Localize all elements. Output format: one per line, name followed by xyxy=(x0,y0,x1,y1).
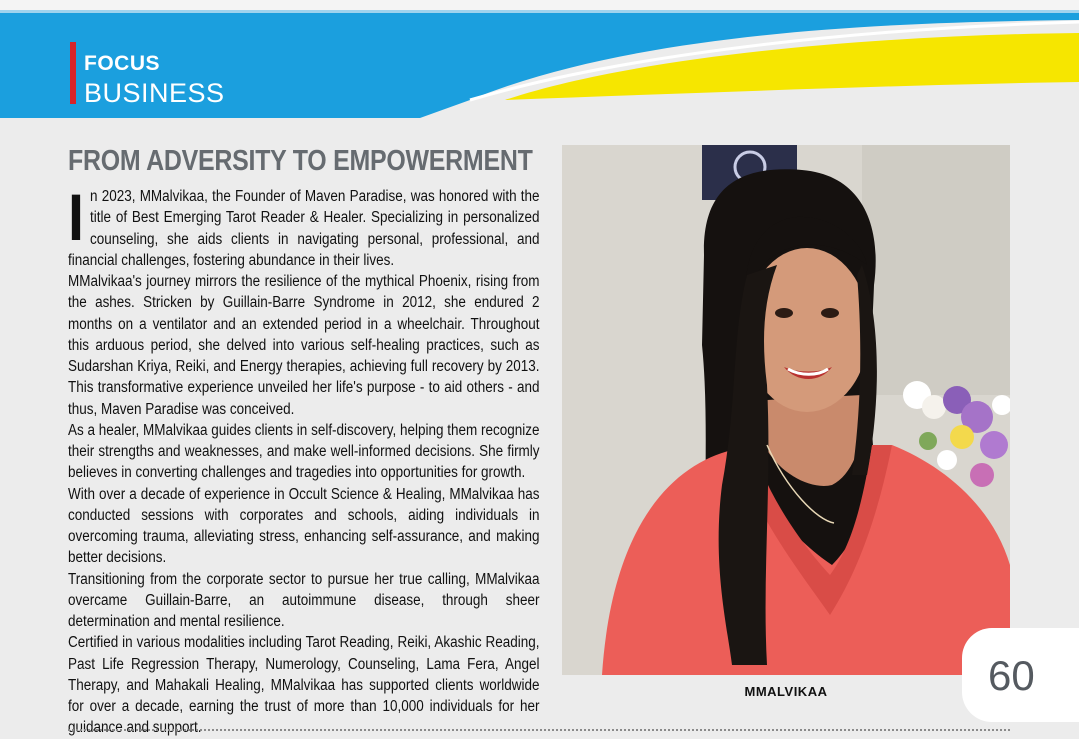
article-paragraph-2: MMalvikaa's journey mirrors the resilience of the mythical Phoenix, rising from the ashes. Stricken by Guillain-Barre Syndrome in 2012, she endured 2 months on a ventilator and an extended period in a wheelchair. Throughout this arduous period, she delved into various self-healing practices, such as Sudarshan Kriya, Reiki, and Energy therapies, achieving full recovery by 2013. This transformative experience unveiled her life's purpose - to aid others - and thus, Maven Paradise was conceived. xyxy=(68,273,540,418)
article-body xyxy=(68,180,610,737)
photo-caption: MMALVIKAA xyxy=(744,684,828,699)
section-kicker: FOCUS xyxy=(84,52,160,75)
portrait-illustration xyxy=(562,145,1010,675)
page-number: 60 xyxy=(988,652,1035,699)
article-paragraph-1 xyxy=(68,180,540,271)
section-accent-bar xyxy=(70,42,76,104)
section-name: BUSINESS xyxy=(84,78,225,108)
bottom-divider xyxy=(68,729,1010,731)
article-paragraph-5: Transitioning from the corporate sector to pursue her true calling, MMalvikaa overcame Guillain-Barre, an autoimmune disease, through sheer determination and mental resilience. xyxy=(68,570,540,630)
section-header xyxy=(0,0,1079,118)
paragraph-text: n 2023, MMalvikaa, the Founder of Maven Paradise, was honored with the title of Best Emerging Tarot Reader & Healer. Specializing in personalized counseling, she aids clients in navigating personal, professional, and financial challenges, fostering abundance in their lives. xyxy=(68,188,540,269)
article-paragraph-6: Certified in various modalities including Tarot Reading, Reiki, Akashic Reading, Past Life Regression Therapy, Numerology, Counseling, Lama Fera, Angel Therapy, and Mahakali Healing, MMalvikaa has supported clients worldwide for over a decade, earning the trust of more than 10,000 individuals for her guidance and support. xyxy=(68,634,540,737)
article-headline: FROM ADVERSITY TO EMPOWERMENT xyxy=(68,145,533,177)
article-paragraph-3: As a healer, MMalvikaa guides clients in self-discovery, helping them recognize their strengths and weaknesses, and make well-informed decisions. She firmly believes in converting challenges and tragedies into opportunities for growth. xyxy=(68,421,540,482)
drop-cap: I xyxy=(68,180,84,254)
article-paragraph-4: With over a decade of experience in Occult Science & Healing, MMalvikaa has conducted sessions with corporates and schools, aiding individuals in overcoming trauma, alleviating stress, enhancing self-assurance, and making better decisions. xyxy=(68,485,540,567)
portrait-photo xyxy=(562,145,1010,675)
